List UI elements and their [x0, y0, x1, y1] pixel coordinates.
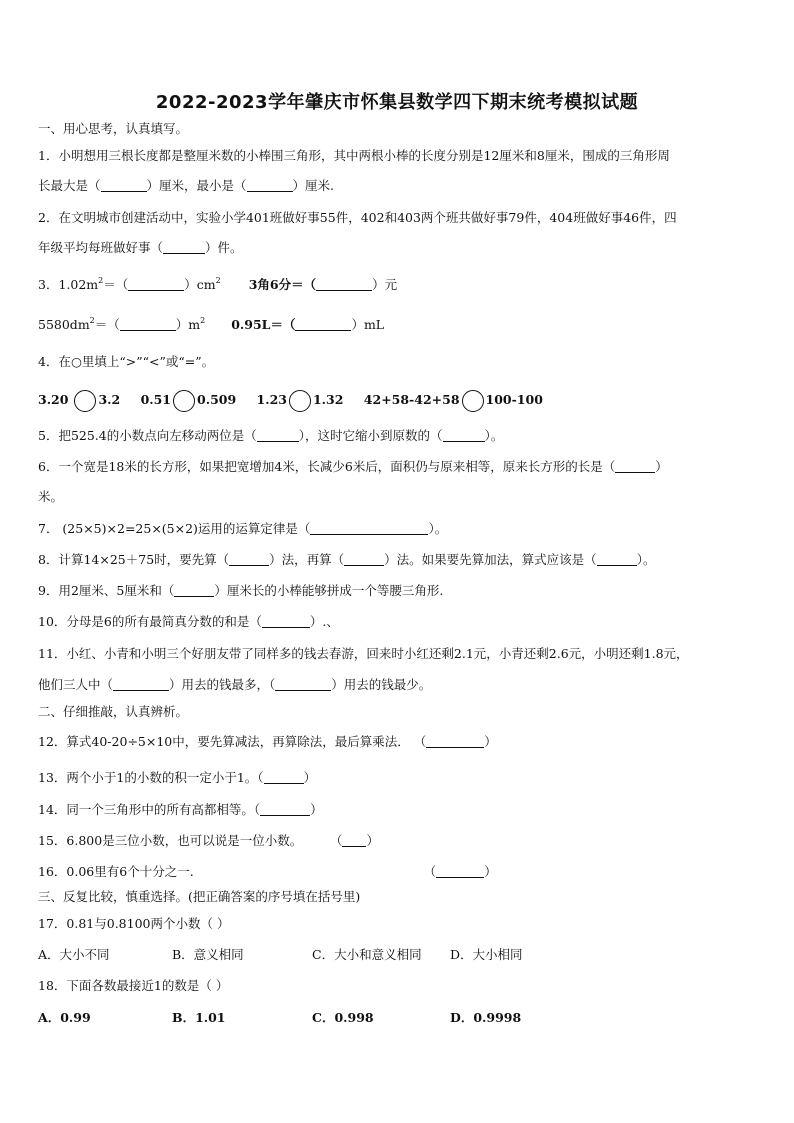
question-18-options [38, 1010, 521, 1026]
section-3-heading: 三、反复比较，慎重选择。(把正确答案的序号填在括号里) [38, 889, 361, 904]
answer-blank[interactable] [260, 803, 310, 816]
option-b[interactable]: B．1.01 [172, 1010, 226, 1025]
answer-blank[interactable] [174, 584, 214, 597]
compare-circle[interactable] [289, 390, 311, 412]
question-2-line-1: 2．在文明城市创建活动中，实验小学401班做好事55件，402和403两个班共做好事79件，404班做好事46件，四 [38, 210, 677, 225]
compare-circle[interactable] [173, 390, 195, 412]
question-17: 17．0.81与0.8100两个小数（ ） [38, 916, 230, 931]
answer-blank[interactable] [342, 834, 366, 847]
option-d[interactable]: D．0.9998 [450, 1010, 522, 1025]
option-d[interactable]: D．大小相同 [450, 947, 523, 962]
answer-blank[interactable] [316, 278, 372, 291]
answer-blank[interactable] [615, 460, 655, 473]
section-1-heading: 一、用心思考，认真填写。 [38, 121, 189, 136]
question-13: 13．两个小于1的小数的积一定小于1。（ ） [38, 770, 317, 785]
answer-blank[interactable] [101, 179, 147, 192]
question-1-line-1: 1．小明想用三根长度都是整厘米数的小棒围三角形，其中两根小棒的长度分别是12厘米和8厘米，围成的三角形周 [38, 148, 670, 163]
answer-blank[interactable] [344, 553, 384, 566]
option-a[interactable]: A．大小不同 [38, 947, 110, 962]
answer-blank[interactable] [310, 522, 428, 535]
question-15: 15．6.800是三位小数，也可以说是一位小数。 （ ） [38, 833, 379, 848]
compare-circle[interactable] [74, 390, 96, 412]
question-14: 14．同一个三角形中的所有高都相等。（ ） [38, 802, 323, 817]
option-a[interactable]: A．0.99 [38, 1010, 91, 1025]
option-b[interactable]: B．意义相同 [172, 947, 244, 962]
question-17-options [38, 947, 523, 963]
answer-blank[interactable] [275, 678, 331, 691]
question-3-line-2: $5580dm^2=$（ ）$m^2$ 0.95L＝（ ）mL [38, 316, 385, 332]
question-10: 10．分母是6的所有最简真分数的和是（ ）.、 [38, 614, 339, 629]
page-title: 2022-2023学年肇庆市怀集县数学四下期末统考模拟试题 [155, 92, 639, 113]
question-4-comparisons: 3.20 3.2 0.51 0.509 1.23 1.32 42+58-42+58 100-100 [38, 390, 543, 412]
question-11-line-1: 11．小红、小青和小明三个好朋友带了同样多的钱去春游，回来时小红还剩2.1元，小青还剩2.6元，小明还剩1.8元， [38, 646, 689, 661]
question-16: 16．0.06里有6个十分之一. （ ） [38, 864, 497, 879]
answer-blank[interactable] [443, 429, 485, 442]
option-c[interactable]: C．大小和意义相同 [312, 947, 422, 962]
question-8: 8．计算14×25＋75时，要先算（ ）法，再算（ ）法。如果要先算加法，算式应该是（ ）。 [38, 552, 656, 567]
answer-blank[interactable] [128, 278, 184, 291]
answer-blank[interactable] [295, 318, 351, 331]
answer-blank[interactable] [426, 735, 484, 748]
answer-blank[interactable] [597, 553, 637, 566]
question-6-line-2: 米。 [38, 489, 64, 504]
question-18: 18．下面各数最接近1的数是（ ） [38, 978, 229, 993]
question-2-line-2: 年级平均每班做好事（ ）件。 [38, 240, 243, 255]
answer-blank[interactable] [229, 553, 269, 566]
answer-blank[interactable] [264, 771, 304, 784]
answer-blank[interactable] [113, 678, 169, 691]
answer-blank[interactable] [262, 615, 310, 628]
question-5: 5．把525.4的小数点向左移动两位是（ ），这时它缩小到原数的（ ）。 [38, 428, 504, 443]
question-11-line-2: 他们三人中（ ）用去的钱最多，（ ）用去的钱最少。 [38, 677, 432, 692]
question-1-line-2: 长最大是（ ）厘米，最小是（ ）厘米. [38, 178, 335, 193]
answer-blank[interactable] [247, 179, 293, 192]
answer-blank[interactable] [436, 865, 484, 878]
question-9: 9．用2厘米、5厘米和（ ）厘米长的小棒能够拼成一个等腰三角形. [38, 583, 444, 598]
option-c[interactable]: C．0.998 [312, 1010, 374, 1025]
question-12: 12．算式40-20÷5×10中，要先算减法，再算除法，最后算乘法． （ ） [38, 734, 497, 749]
question-6-line-1: 6．一个宽是18米的长方形，如果把宽增加4米，长减少6米后，面积仍与原来相等，原来长方形的长是（ ） [38, 459, 668, 474]
section-2-heading: 二、仔细推敲，认真辨析。 [38, 704, 189, 719]
answer-blank[interactable] [163, 241, 205, 254]
answer-blank[interactable] [120, 318, 176, 331]
question-4-text: 4．在○里填上“>”“<”或“=”。 [38, 354, 215, 369]
question-3-line-1: 3．$1.02m^2=$（ ）$cm^2$ 3角6分＝（ ）元 [38, 276, 398, 292]
answer-blank[interactable] [257, 429, 299, 442]
compare-circle[interactable] [462, 390, 484, 412]
question-7: 7． (25×5)×2=25×(5×2)运用的运算定律是（ ）。 [38, 521, 448, 536]
